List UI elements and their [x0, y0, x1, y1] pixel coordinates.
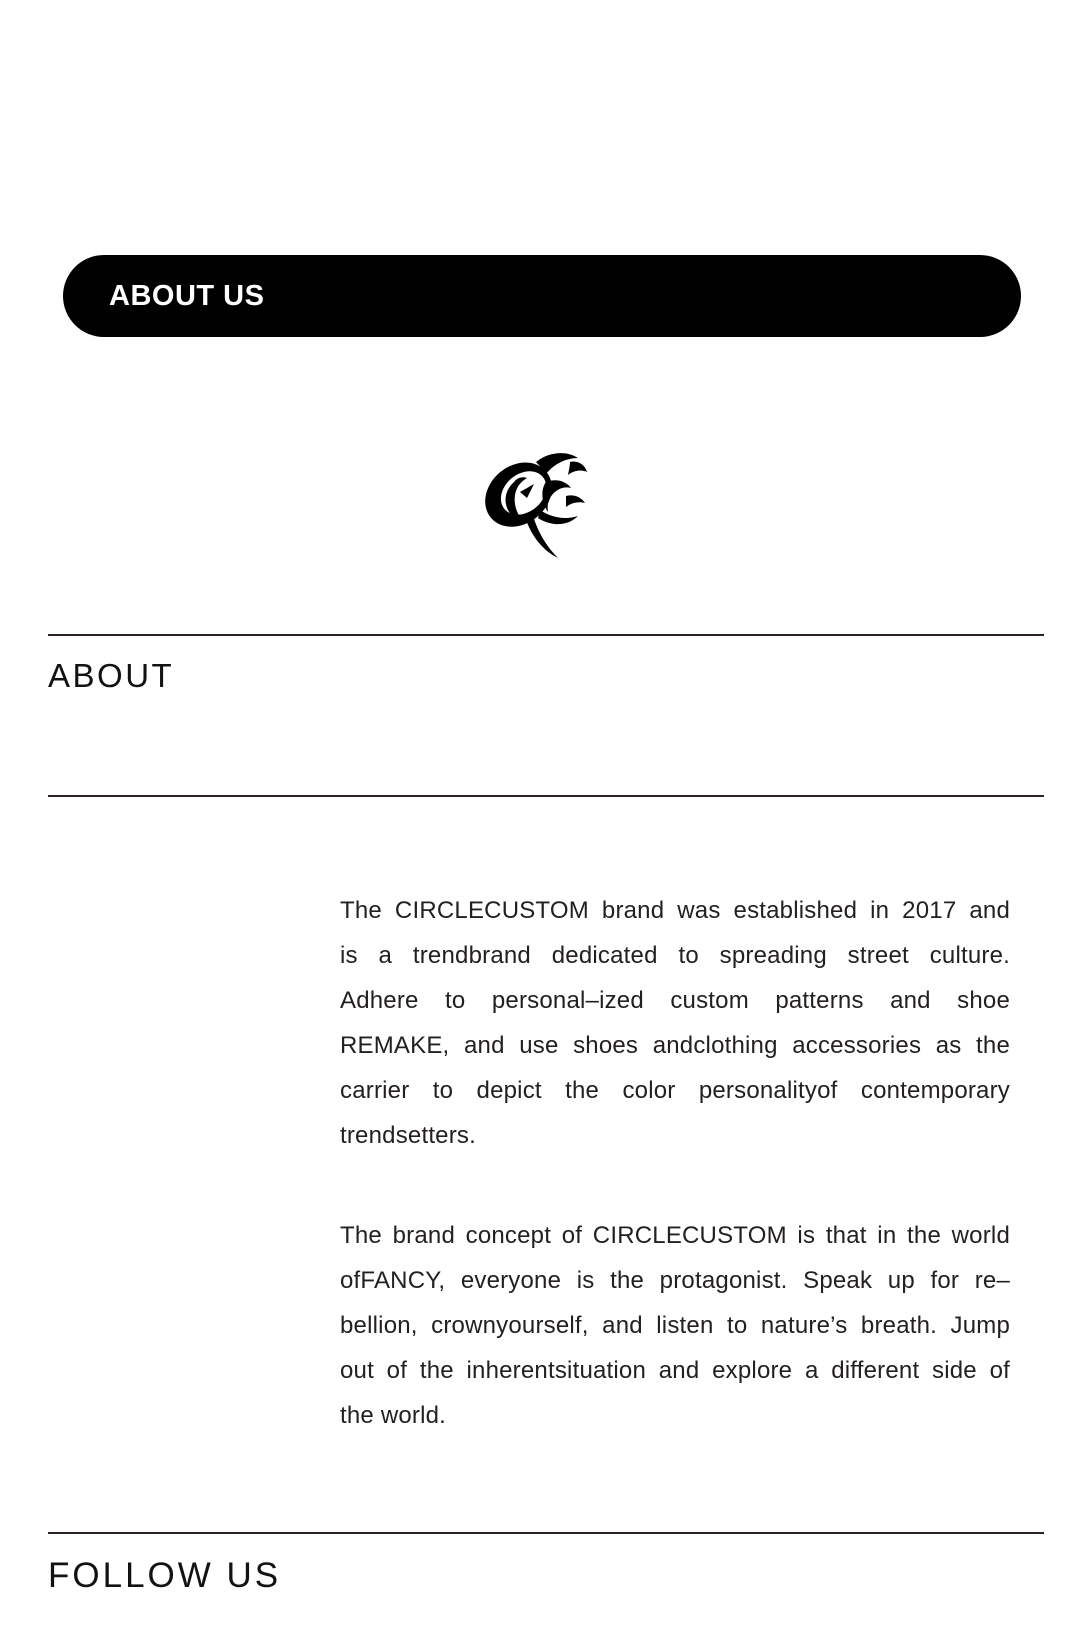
- paragraph-line: The brand concept of CIRCLECUSTOM is that in the world: [340, 1222, 1010, 1249]
- paragraph-line: ofFANCY, everyone is the protagonist. Speak up for re–: [340, 1267, 1010, 1294]
- paragraph-line: carrier to depict the color personalityof contemporary: [340, 1077, 1010, 1104]
- paragraph-line: Adhere to personal–ized custom patterns and shoe: [340, 987, 1010, 1014]
- paragraph-line: bellion, crownyourself, and listen to nature’s breath. Jump: [340, 1312, 1010, 1339]
- about-section-title: ABOUT: [48, 657, 175, 694]
- paragraph-line: out of the inherentsituation and explore a different side of: [340, 1357, 1010, 1384]
- divider-above-follow: [48, 1532, 1044, 1534]
- divider-above-about: [48, 634, 1044, 636]
- paragraph-line: REMAKE, and use shoes andclothing accessories as the: [340, 1032, 1010, 1059]
- divider-below-about: [48, 795, 1044, 797]
- about-us-pill-label: ABOUT US: [109, 279, 265, 312]
- about-paragraph-2: [340, 1213, 1010, 1438]
- paragraph-line: is a trendbrand dedicated to spreading street culture.: [340, 942, 1010, 969]
- paragraph-line: trendsetters.: [340, 1122, 476, 1149]
- follow-section-title: FOLLOW US: [48, 1556, 282, 1595]
- paragraph-line: The CIRCLECUSTOM brand was established in 2017 and: [340, 897, 1010, 924]
- about-paragraph-1: [340, 888, 1010, 1158]
- paragraph-line: the world.: [340, 1402, 447, 1429]
- brand-logo-icon: [478, 448, 598, 568]
- about-us-pill-button[interactable]: [63, 255, 1021, 337]
